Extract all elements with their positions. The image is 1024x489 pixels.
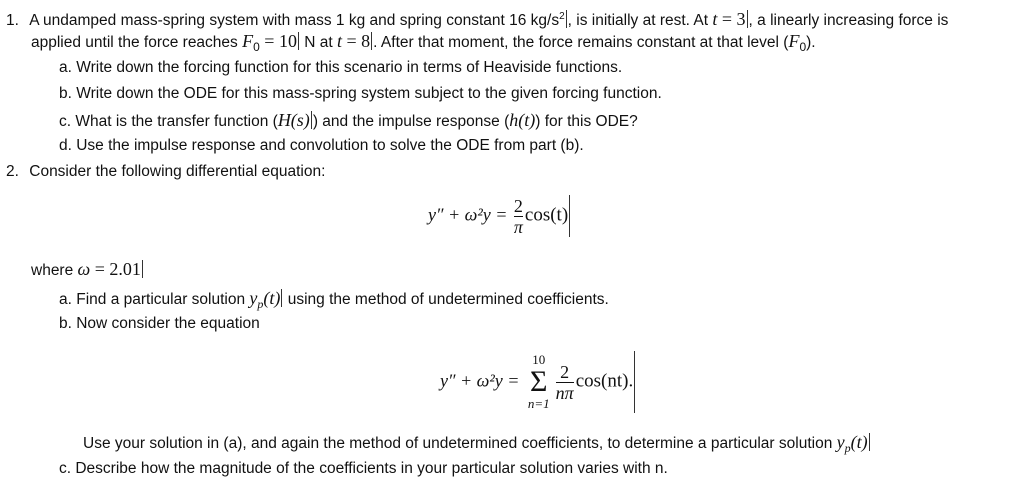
cursor-mark: [569, 195, 570, 237]
cursor-mark: [142, 260, 143, 278]
summation-symbol: 10 Σ n=1: [527, 352, 550, 411]
problem-1-part-b: b. Write down the ODE for this mass-spring system subject to the given forcing function.: [59, 85, 662, 102]
problem-2-number: 2.: [6, 163, 19, 180]
problem-1-part-d: d. Use the impulse response and convolution to solve the ODE from part (b).: [59, 137, 584, 154]
problem-1-line-1: 1. A undamped mass-spring system with mass 1 kg and spring constant 16 $kg/s^2$ , is initially at rest. At t = 3 , a linearly increasing force is: [6, 9, 949, 30]
cursor-mark: [311, 111, 312, 129]
problem-1-line-2: applied until the force reaches $F_0 = 10$ N at t = 8 . After that moment, the force remains constant at that level $(F_0)$.: [31, 31, 816, 55]
problem-2-intro: 2. Consider the following differential equation:: [6, 163, 326, 180]
cursor-mark: [747, 10, 748, 28]
problem-2-part-c: c. Describe how the magnitude of the coefficients in your particular solution varies with n.: [59, 460, 668, 477]
where-omega: where ω = 2.01: [31, 259, 141, 279]
problem-1-part-a: a. Write down the forcing function for this scenario in terms of Heaviside functions.: [59, 59, 623, 76]
cursor-mark: [634, 351, 635, 413]
cursor-mark: [869, 433, 870, 451]
problem-1-number: 1.: [6, 12, 19, 30]
problem-1-part-c: c. What is the transfer function (H(s) ) and the impulse response (h(t)) for this ODE?: [59, 110, 638, 130]
use-solution-text: Use your solution in (a), and again the method of undetermined coefficients, to determine a particular solution $y_p(t)$: [83, 432, 868, 456]
cursor-mark: [566, 10, 567, 28]
equation-1: y″ + ω²y = $\frac{2}{\pi}$ cos(t): [428, 195, 569, 237]
problem-2-part-a: a. Find a particular solution $y_p(t)$ using the method of undetermined coefficients.: [59, 288, 609, 312]
equation-2: y″ + ω²y = 10 Σ n=1 $\frac{2}{n\pi}$ cos(nt).: [440, 352, 634, 411]
problem-2-part-b: b. Now consider the equation: [59, 315, 260, 332]
cursor-mark: [298, 32, 299, 50]
